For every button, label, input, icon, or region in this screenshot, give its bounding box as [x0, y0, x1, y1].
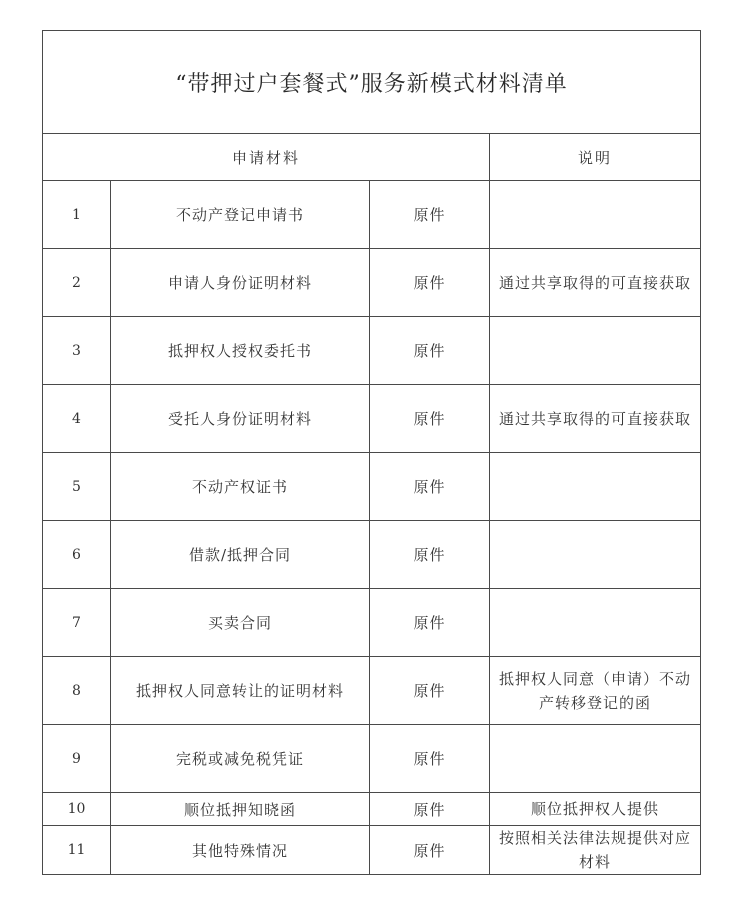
document-type: 原件 [370, 725, 490, 793]
title-row [43, 31, 701, 134]
row-note: 通过共享取得的可直接获取 [490, 385, 701, 453]
table-row [43, 521, 701, 589]
document-type: 原件 [370, 793, 490, 826]
row-number: 5 [43, 453, 111, 521]
document-type: 原件 [370, 657, 490, 725]
table-row [43, 453, 701, 521]
document-type: 原件 [370, 521, 490, 589]
row-number: 2 [43, 249, 111, 317]
document-type: 原件 [370, 317, 490, 385]
row-number: 11 [43, 826, 111, 875]
table-row [43, 826, 701, 875]
material-name: 买卖合同 [111, 589, 370, 657]
row-note [490, 317, 701, 385]
row-number: 10 [43, 793, 111, 826]
material-name: 抵押权人授权委托书 [111, 317, 370, 385]
row-note: 抵押权人同意（申请）不动产转移登记的函 [490, 657, 701, 725]
row-note [490, 521, 701, 589]
material-name: 顺位抵押知晓函 [111, 793, 370, 826]
row-number: 9 [43, 725, 111, 793]
table-row [43, 317, 701, 385]
material-name: 受托人身份证明材料 [111, 385, 370, 453]
header-materials: 申请材料 [43, 134, 490, 181]
row-note: 按照相关法律法规提供对应材料 [490, 826, 701, 875]
table-row [43, 181, 701, 249]
header-row [43, 134, 701, 181]
table-title: “带押过户套餐式”服务新模式材料清单 [43, 31, 701, 134]
row-number: 8 [43, 657, 111, 725]
document-type: 原件 [370, 826, 490, 875]
row-number: 4 [43, 385, 111, 453]
row-note: 顺位抵押权人提供 [490, 793, 701, 826]
row-number: 1 [43, 181, 111, 249]
material-name: 其他特殊情况 [111, 826, 370, 875]
table-row [43, 589, 701, 657]
table-row [43, 657, 701, 725]
row-note [490, 589, 701, 657]
document-type: 原件 [370, 249, 490, 317]
table-row [43, 385, 701, 453]
document-type: 原件 [370, 181, 490, 249]
materials-table [42, 30, 701, 875]
row-number: 6 [43, 521, 111, 589]
header-notes: 说明 [490, 134, 701, 181]
material-name: 不动产权证书 [111, 453, 370, 521]
material-name: 完税或减免税凭证 [111, 725, 370, 793]
table-row [43, 793, 701, 826]
material-name: 借款/抵押合同 [111, 521, 370, 589]
document-type: 原件 [370, 453, 490, 521]
material-name: 抵押权人同意转让的证明材料 [111, 657, 370, 725]
table-row [43, 249, 701, 317]
row-note: 通过共享取得的可直接获取 [490, 249, 701, 317]
row-note [490, 725, 701, 793]
row-note [490, 181, 701, 249]
table-row [43, 725, 701, 793]
row-note [490, 453, 701, 521]
row-number: 3 [43, 317, 111, 385]
row-number: 7 [43, 589, 111, 657]
document-type: 原件 [370, 385, 490, 453]
material-name: 申请人身份证明材料 [111, 249, 370, 317]
document-type: 原件 [370, 589, 490, 657]
material-name: 不动产登记申请书 [111, 181, 370, 249]
